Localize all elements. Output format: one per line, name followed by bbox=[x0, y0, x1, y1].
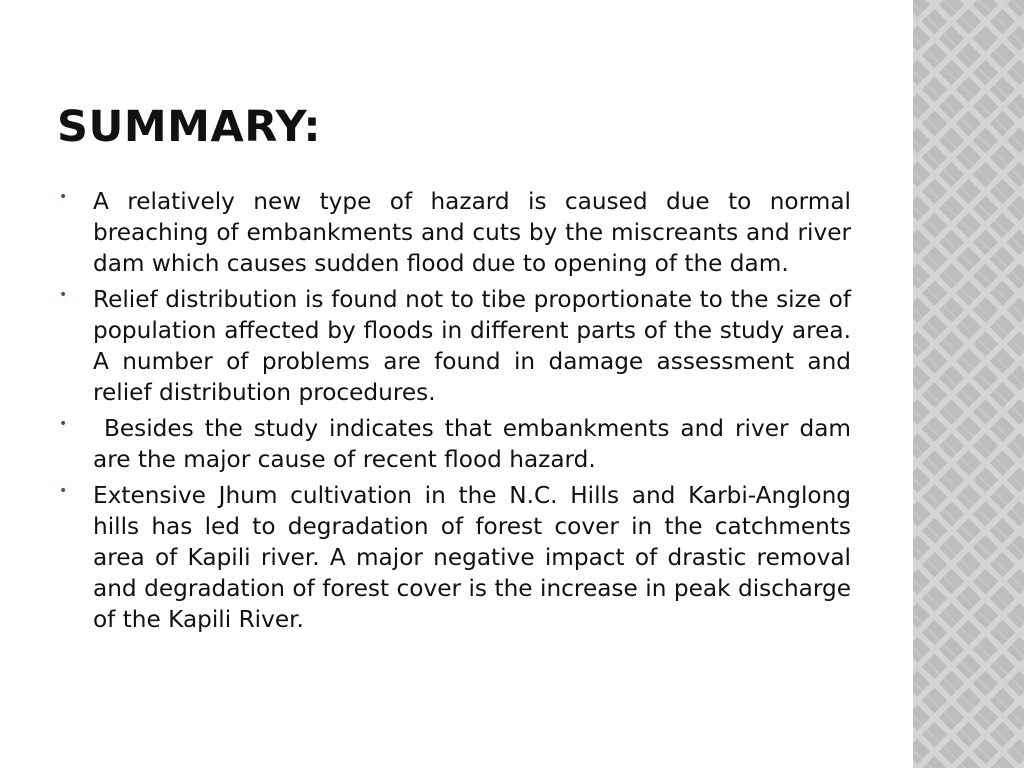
bullet-icon: • bbox=[59, 189, 68, 205]
bullet-text: Besides the study indicates that embankments and river dam are the major cause of recent flood hazard. bbox=[93, 415, 859, 473]
bullet-item bbox=[57, 284, 851, 408]
slide-title: SUMMARY: bbox=[57, 102, 322, 152]
bullet-item bbox=[57, 413, 859, 475]
bullet-text: A relatively new type of hazard is caused due to normal breaching of embankments and cuts by the miscreants and river dam which causes sudden flood due to opening of the dam. bbox=[93, 188, 851, 277]
decorative-pattern-panel bbox=[913, 0, 1024, 768]
bullet-icon: • bbox=[59, 483, 68, 499]
bullet-list bbox=[57, 186, 859, 640]
bullet-text: Extensive Jhum cultivation in the N.C. Hills and Karbi-Anglong hills has led to degradation of forest cover in the catchments area of Kapili river. A major negative impact of drastic removal and degradation of forest cover is the increase in peak discharge of the Kapili River. bbox=[93, 482, 851, 633]
bullet-item bbox=[57, 480, 851, 635]
bullet-icon: • bbox=[59, 287, 68, 303]
bullet-item bbox=[57, 186, 851, 279]
bullet-icon: • bbox=[59, 416, 68, 432]
bullet-text: Relief distribution is found not to tibe proportionate to the size of population affected by floods in different parts of the study area. A number of problems are found in damage assessment and relief distribution procedures. bbox=[93, 286, 851, 406]
